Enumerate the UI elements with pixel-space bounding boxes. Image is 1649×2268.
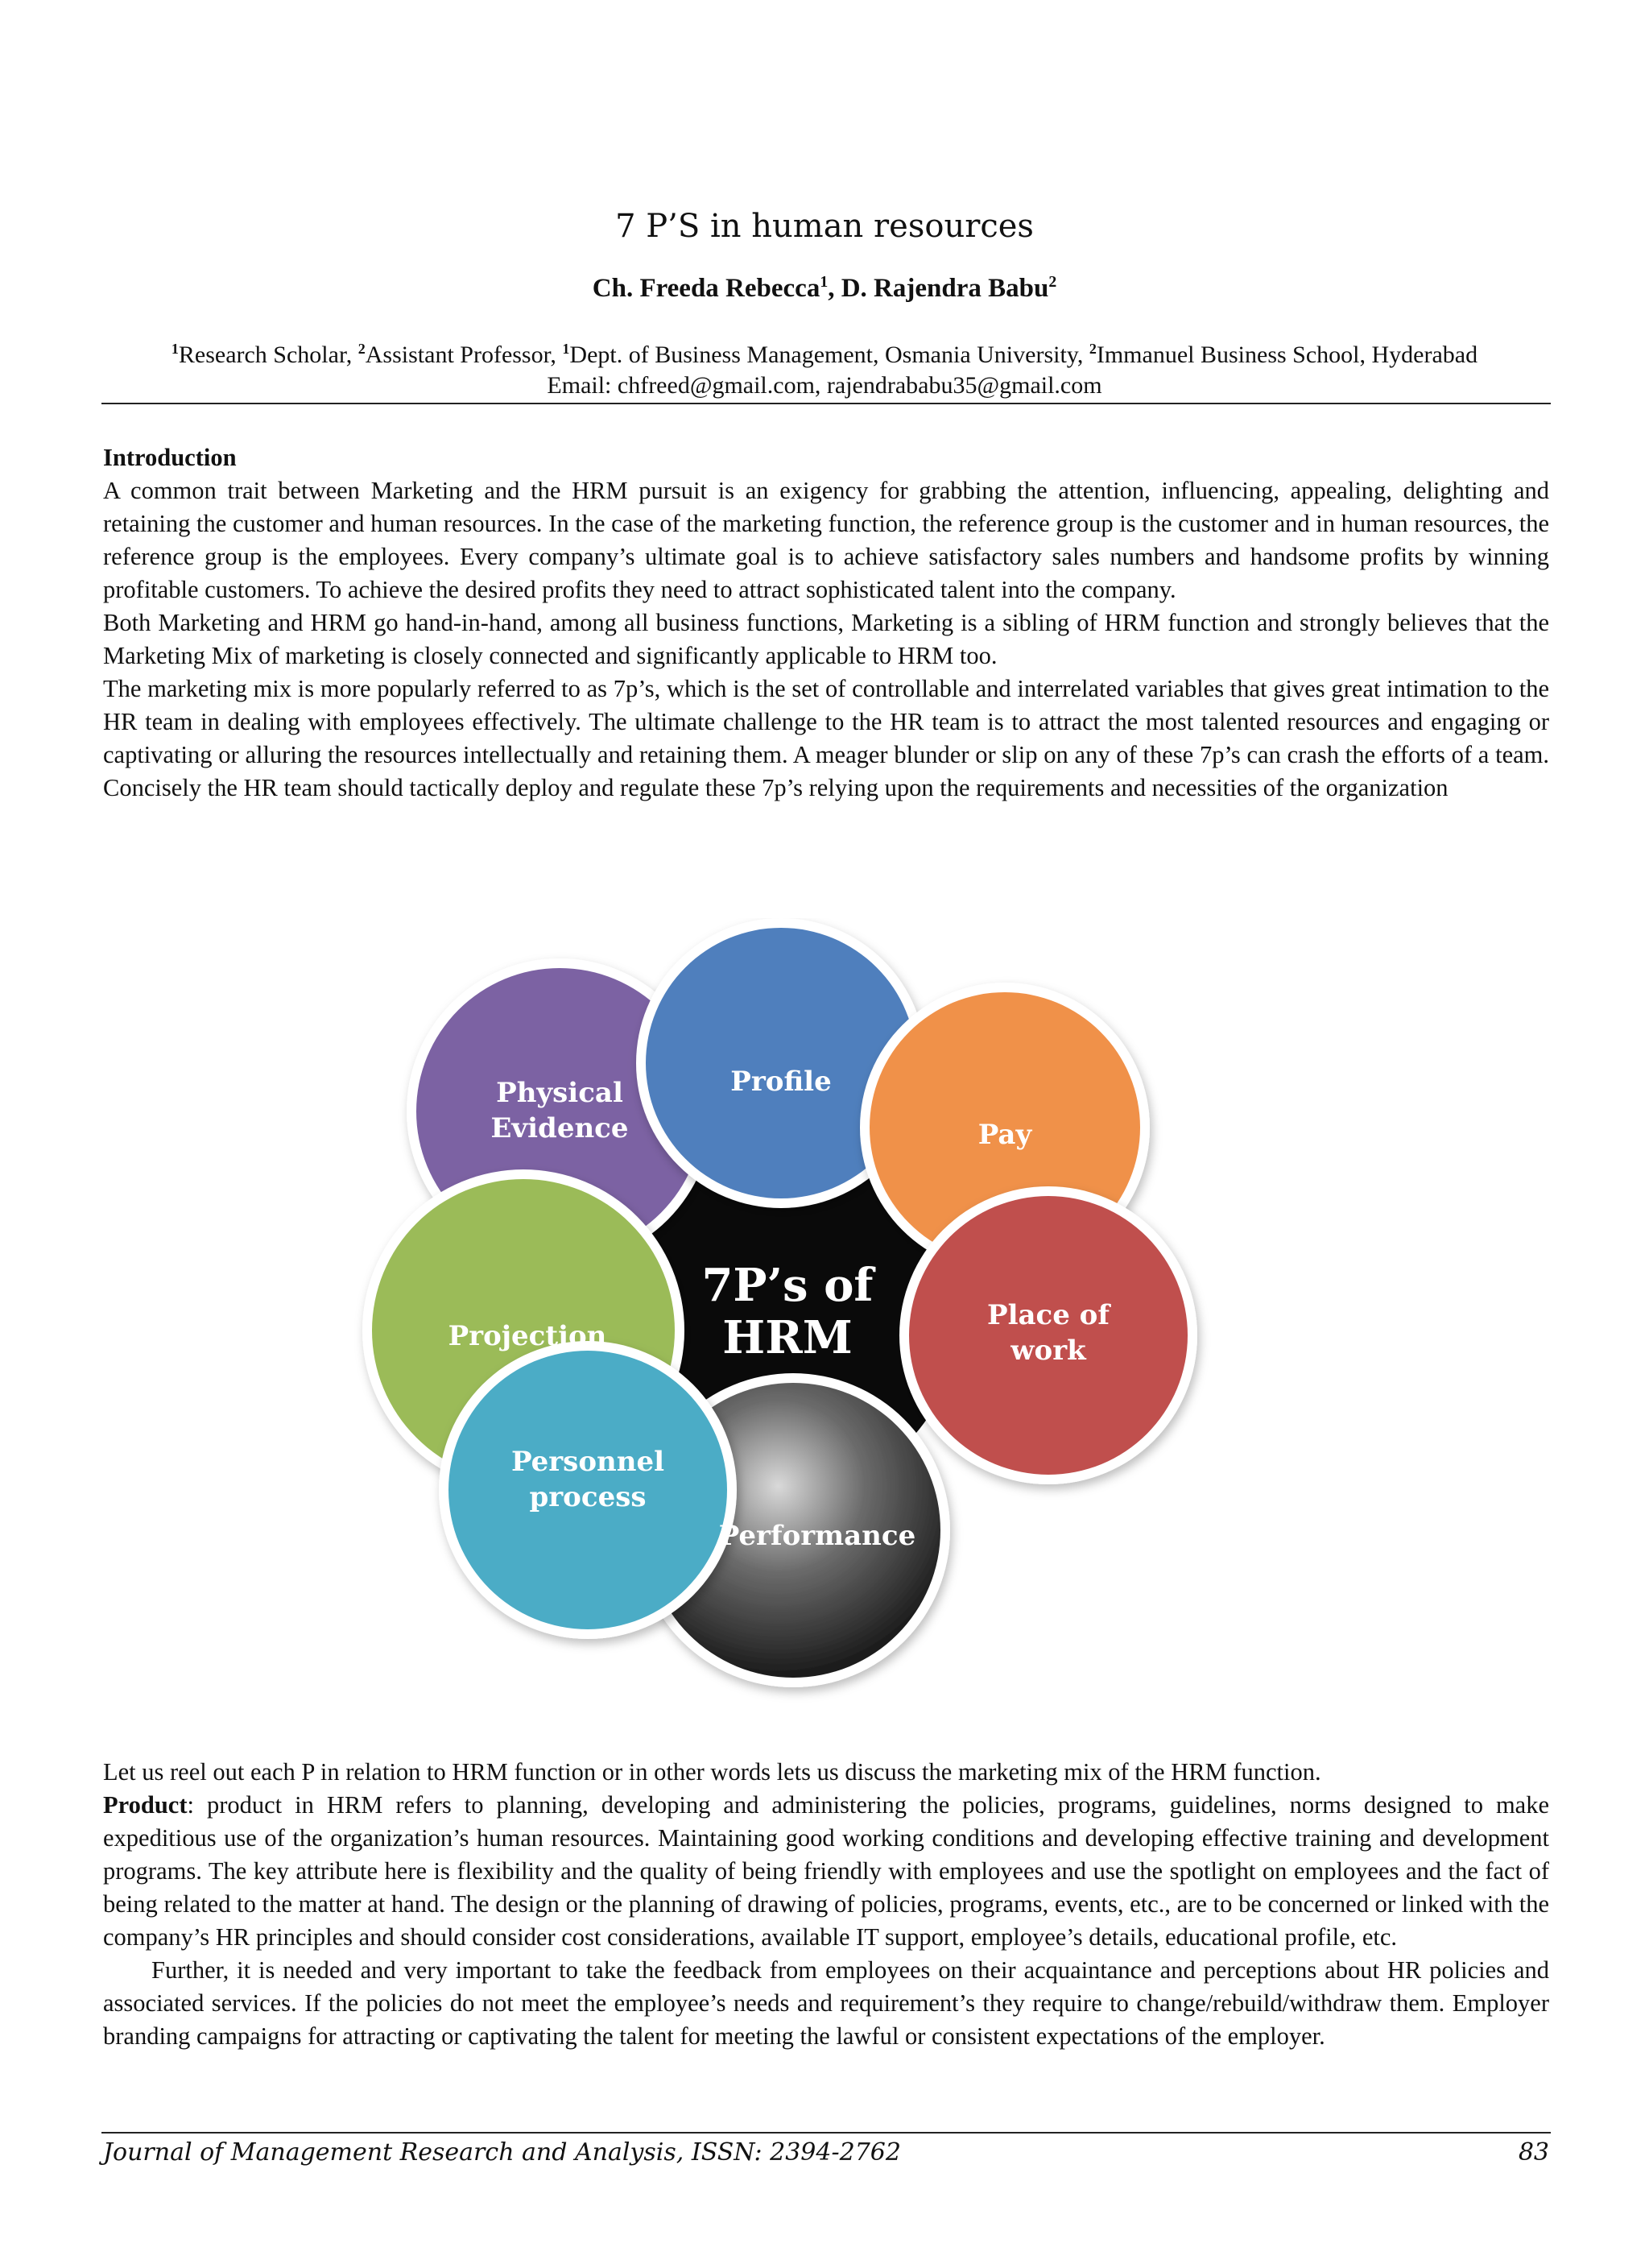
- pay-label: Pay: [977, 1119, 1032, 1151]
- personnel-process-label: process: [529, 1481, 647, 1513]
- performance-label: Performance: [718, 1520, 916, 1552]
- diagram-svg: [354, 918, 1240, 1724]
- author-line: [0, 274, 1649, 304]
- introduction-section: [103, 441, 1549, 805]
- affiliation-superscript: 1: [562, 341, 570, 357]
- affiliation-role: Assistant Professor,: [365, 341, 563, 368]
- term-label: Product: [103, 1791, 188, 1819]
- page-number: 83: [1518, 2138, 1549, 2167]
- page-footer: [103, 2138, 1549, 2167]
- center-label: 7P’s of: [701, 1259, 874, 1312]
- paragraph: Let us reel out each P in relation to HRM function or in other words lets us discuss the marketing mix of the HRM function.: [103, 1758, 1321, 1786]
- affiliation-block: [0, 340, 1649, 401]
- footer-divider: [101, 2132, 1551, 2133]
- place-of-work-label: Place of: [987, 1299, 1110, 1331]
- center-label: HRM: [722, 1311, 853, 1364]
- seven-ps-diagram: [354, 918, 1240, 1724]
- place-of-work-label: work: [1010, 1335, 1086, 1367]
- affiliation-org: Dept. of Business Management, Osmania University,: [569, 341, 1089, 368]
- author-superscript: 2: [1048, 273, 1057, 291]
- author-separator: ,: [828, 274, 841, 303]
- paragraph: A common trait between Marketing and the HRM pursuit is an exigency for grabbing the attention, influencing, appealing, delighting and retaining the customer and human resources. In the case of the marketing function, the reference group is the customer and in human resources, the reference group is the employees. Every company’s ultimate goal is to achieve satisfactory sales numbers and handsome profits by winning profitable customers. To achieve the desired profits they need to attract sophisticated talent into the company.: [103, 477, 1549, 603]
- projection-label: Projection: [448, 1320, 607, 1352]
- author-name: D. Rajendra Babu: [841, 274, 1049, 303]
- email-line: Email: chfreed@gmail.com, rajendrababu35@gmail.com: [547, 372, 1102, 399]
- journal-citation: Journal of Management Research and Analysis, ISSN: 2394-2762: [103, 2138, 901, 2167]
- paragraph: Both Marketing and HRM go hand-in-hand, among all business functions, Marketing is a sibling of HRM function and strongly believes that the Marketing Mix of marketing is closely connected and significantly applicable to HRM too.: [103, 609, 1549, 669]
- affiliation-org: Immanuel Business School, Hyderabad: [1096, 341, 1478, 368]
- affiliation-line: [0, 340, 1649, 370]
- author-name: Ch. Freeda Rebecca: [592, 274, 820, 303]
- product-section: [103, 1756, 1549, 2053]
- author-superscript: 1: [820, 273, 829, 291]
- paragraph: [103, 1789, 1549, 1954]
- affiliation-superscript: 1: [171, 341, 179, 357]
- section-heading: Introduction: [103, 444, 237, 471]
- paragraph: Further, it is needed and very important to take the feedback from employees on their acquaintance and perceptions about HR policies and associated services. If the policies do not meet the employee’s needs and requirement’s they require to change/rebuild/withdraw them. Employer branding campaigns for attracting or captivating the talent for meeting the lawful or consistent expectations of the employer.: [103, 1956, 1549, 2050]
- header-divider: [101, 403, 1551, 404]
- affiliation-superscript: 2: [1089, 341, 1097, 357]
- affiliation-role: Research Scholar,: [178, 341, 358, 368]
- paper-title: 7 P’S in human resources: [615, 208, 1034, 245]
- physical-evidence-label: Physical: [496, 1077, 623, 1109]
- physical-evidence-label: Evidence: [490, 1112, 629, 1144]
- personnel-process-label: Personnel: [510, 1446, 665, 1478]
- paragraph: The marketing mix is more popularly referred to as 7p’s, which is the set of controllable and interrelated variables that gives great intimation to the HR team in dealing with employees effectively. The ultimate challenge to the HR team is to attract the most talented resources and engaging or captivating or alluring the resources intellectually and retaining them. A meager blunder or slip on any of these 7p’s can crash the efforts of a team. Concisely the HR team should tactically deploy and regulate these 7p’s relying upon the requirements and necessities of the organization: [103, 675, 1549, 801]
- paragraph-text: : product in HRM refers to planning, developing and administering the policies, programs, guidelines, norms designed to make expeditious use of the organization’s human resources. Maintaining good working conditions and developing effective training and development programs. The key attribute here is flexibility and the quality of being friendly with employees and use the spotlight on employees and the fact of being related to the matter at hand. The design or the planning of drawing of policies, programs, events, etc., are to be concerned or linked with the company’s HR principles and should consider cost considerations, available IT support, employee’s details, educational profile, etc.: [103, 1791, 1549, 1951]
- profile-label: Profile: [730, 1066, 832, 1098]
- affiliation-superscript: 2: [357, 341, 366, 357]
